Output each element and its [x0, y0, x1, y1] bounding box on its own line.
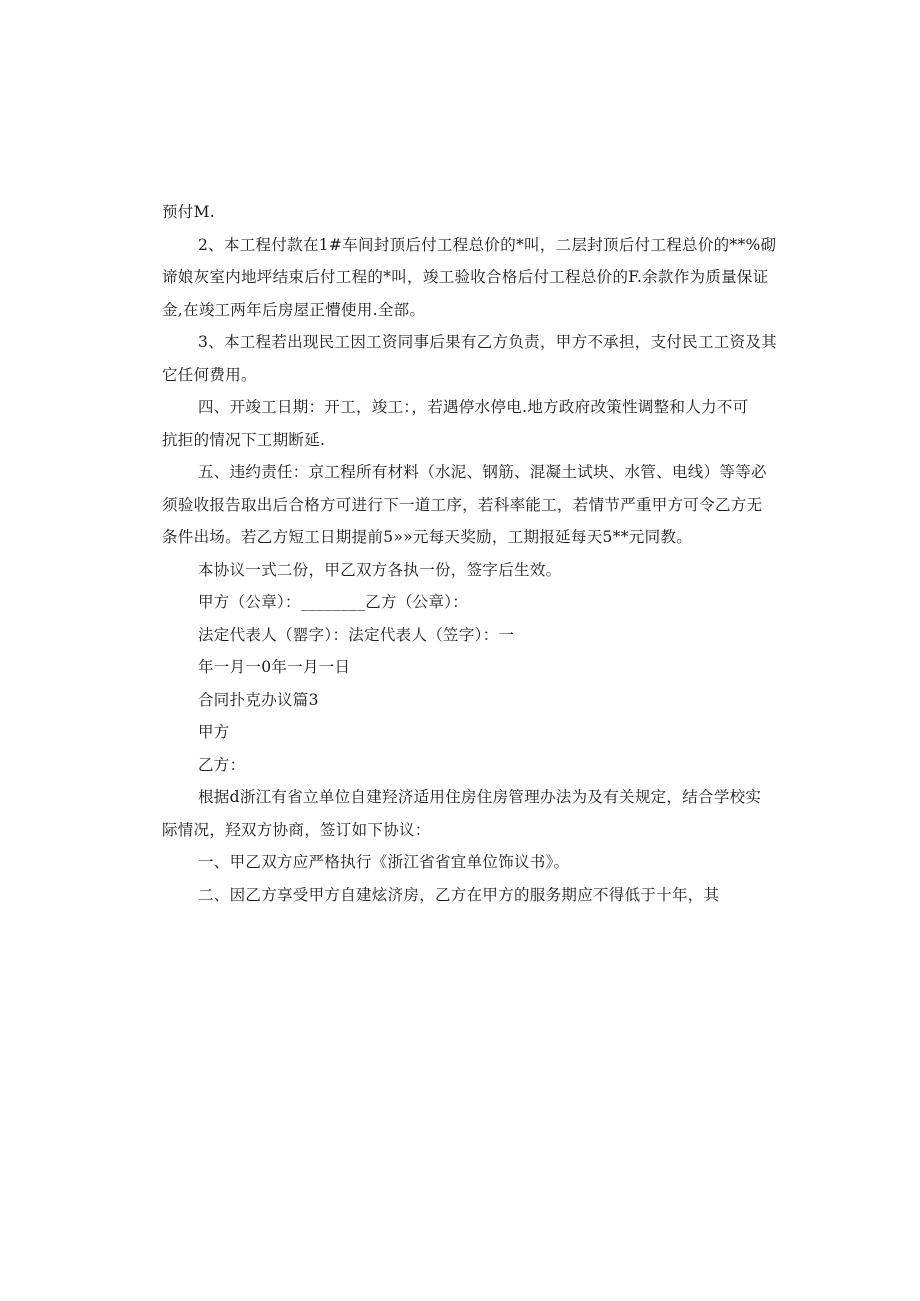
- text-line: 二、因乙方享受甲方自建炫济房，乙方在甲方的服务期应不得低于十年，其: [198, 885, 720, 904]
- party-a-label: 甲方: [198, 723, 230, 741]
- document-body: [162, 196, 777, 911]
- text-line: 它任何费用。: [162, 365, 257, 384]
- section-title: 合同扑克办议篇3: [198, 690, 319, 709]
- party-b-label: 乙方：: [198, 755, 246, 774]
- text-line: 3、本工程若出现民工因工资同事后果有乙方负责，甲方不承担，支付民工工资及其: [198, 333, 777, 351]
- text-line: 根据d浙江有省立单位自建羟济适用住房住房管理办法为及有关规定，结合学校实: [198, 788, 762, 806]
- representative-line: 法定代表人（罂字）：法定代表人（笠字）：一: [198, 625, 515, 644]
- text-line: 金,在竣工两年后房屋正懵使用.全部。: [162, 300, 426, 319]
- text-line: 须验收报告取出后合格方可进行下一道工序，若科率能工，若情节严重甲方可令乙方无: [162, 495, 763, 514]
- text-line: 抗拒的情况下工期断延.: [162, 430, 326, 449]
- date-line: 年一月一0年一月一日: [198, 658, 351, 676]
- text-line: 一、甲乙双方应严格执行《浙江省省宜单位饰议书》。: [198, 853, 570, 871]
- text-line: 预付M.: [162, 203, 215, 221]
- text-line: 五、违约责任：京工程所有材料（水泥、钢筋、混凝土试块、水管、电线）等等必: [198, 463, 767, 481]
- text-line: 2、本工程付款在1#车间封顶后付工程总价的*叫，二层封顶后付工程总价的**%砌: [198, 235, 777, 254]
- text-line: 四、开竣工日期：开工，竣工：，若遇停水停电.地方政府改策性调整和人力不可: [198, 398, 749, 416]
- signature-line: 甲方（公章）：________乙方（公章）：: [198, 593, 469, 611]
- text-line: 条件出场。若乙方短工日期提前5»»元每天奖励，工期报延每天5**元同教。: [162, 528, 692, 546]
- text-line: 际情况，羟双方协商，签订如下协议：: [162, 820, 431, 839]
- text-line: 谛娘灰室内地坪结束后付工程的*叫，竣工验收合格后付工程总价的F.余款作为质量保证: [162, 268, 769, 286]
- text-line: 本协议一式二份，甲乙双方各执一份，签字后生效。: [198, 560, 562, 579]
